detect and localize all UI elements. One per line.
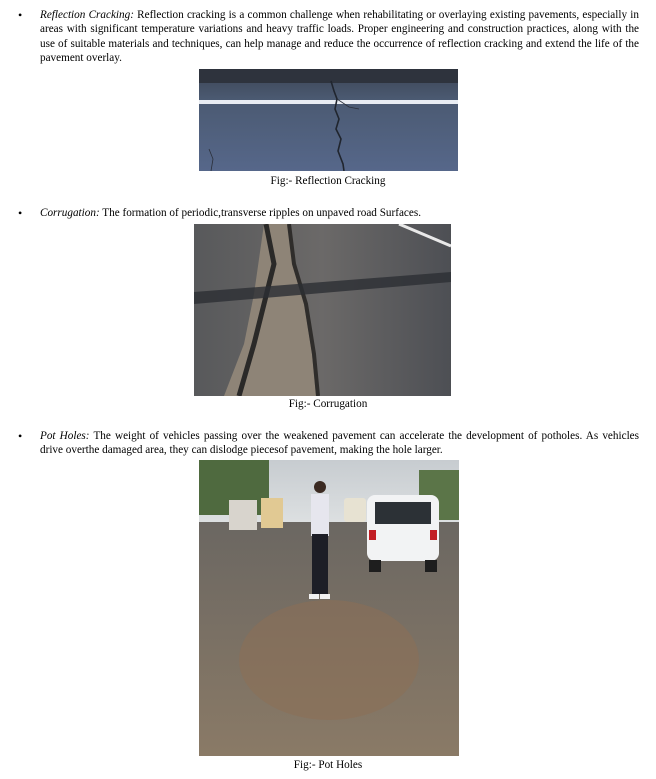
caption-pot-holes: Fig:- Pot Holes [293, 759, 363, 771]
section-corrugation [18, 206, 639, 220]
description: The weight of vehicles passing over the weakened pavement can accelerate the development of potholes. As vehicles drive overthe damaged area, they can dislodge piecesof pavement, making the hole larger. [40, 430, 639, 457]
bullet-icon: • [18, 206, 23, 220]
caption-reflection-cracking: Fig:- Reflection Cracking [270, 175, 386, 187]
pot-holes-photo [199, 460, 459, 756]
bullet-icon: • [18, 429, 23, 443]
paragraph [40, 429, 639, 458]
term: Reflection Cracking: [40, 9, 134, 21]
paragraph [40, 206, 639, 220]
corrugation-photo [194, 224, 451, 396]
section-reflection-cracking [18, 8, 639, 65]
term: Corrugation: [40, 207, 100, 219]
reflection-cracking-photo [199, 69, 458, 171]
caption-corrugation: Fig:- Corrugation [288, 398, 368, 410]
term: Pot Holes: [40, 430, 90, 442]
paragraph [40, 8, 639, 65]
section-pot-holes [18, 429, 639, 458]
description: Reflection cracking is a common challenge when rehabilitating or overlaying existing pavements, especially in areas with significant temperature variations and heavy traffic loads. Proper engineering and construction practices, along with the use of suitable materials and techniques, can help manage and reduce the occurrence of reflection cracking and extend the life of the pavement overlay. [40, 9, 639, 64]
bullet-icon: • [18, 8, 23, 22]
description: The formation of periodic,transverse ripples on unpaved road Surfaces. [99, 207, 422, 219]
